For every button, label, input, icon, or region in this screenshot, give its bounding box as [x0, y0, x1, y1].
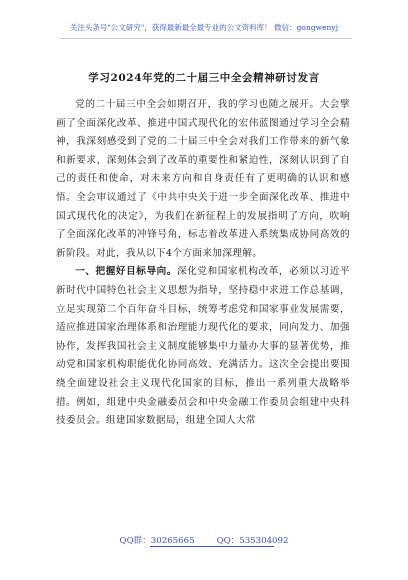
header-banner: 关注头条号"公文研究"，获得最新最全最专业的公文资料库！ 微信：gongwenyj [69, 23, 339, 32]
footer-underline [150, 546, 274, 547]
footer-contact [0, 534, 408, 546]
paragraph-section-1 [56, 263, 350, 430]
document-body [56, 96, 350, 431]
section-1-heading: 一、把握好目标导向。 [75, 266, 178, 278]
header-divider [60, 38, 352, 39]
footer-qq-number: QQ：535304092 [216, 536, 289, 546]
footer-qq-group: QQ群：30265665 [119, 536, 195, 546]
section-1-text: 深化党和国家机构改革，必须以习近平新时代中国特色社会主义思想为指导，坚持稳中求进工作总基调，立足实现第二个百年奋斗目标，统筹考虑党和国家事业发展需要，适应推进国家治理体系和治理能力现代化的要求，同向发力、加强协作，发挥我国社会主义制度能够集中力量办大事的显著优势，推动党和国家机构职能优化协同高效、充满活力。这次全会提出要围绕全面建设社会主义现代化国家的目标，推出一系列重大战略举措。例如，组建中央金融委员会和中央金融工作委员会组建中央科技委员会。组建国家数据局，组建全国人大常 [56, 266, 350, 427]
document-title: 学习2024年党的二十届三中全会精神研讨发言 [88, 72, 320, 84]
paragraph-intro-text: 党的二十届三中全会如期召开，我的学习也随之展开。大会擘画了全面深化改革、推进中国式现代化的宏伟蓝图通过学习全会精神，我深刻感受到了党的二十届三中全会对我们工作带来的新气象和新要求，深刻体会到了改革的重要性和紧迫性，深刻认识到了自己的责任和使命，对未来方向和自身责任有了更明确的认识和感悟。全会审议通过了《中共中央关于进一步全面深化改革、推进中国式现代化的决定》，为我们在新征程上的发展指明了方向，吹响了全面深化改革的冲锋号角，标志着改革进入系统集成协同高效的新阶段。对此，我从以下4个方面来加深理解。 [56, 99, 350, 259]
paragraph-intro [56, 96, 350, 263]
